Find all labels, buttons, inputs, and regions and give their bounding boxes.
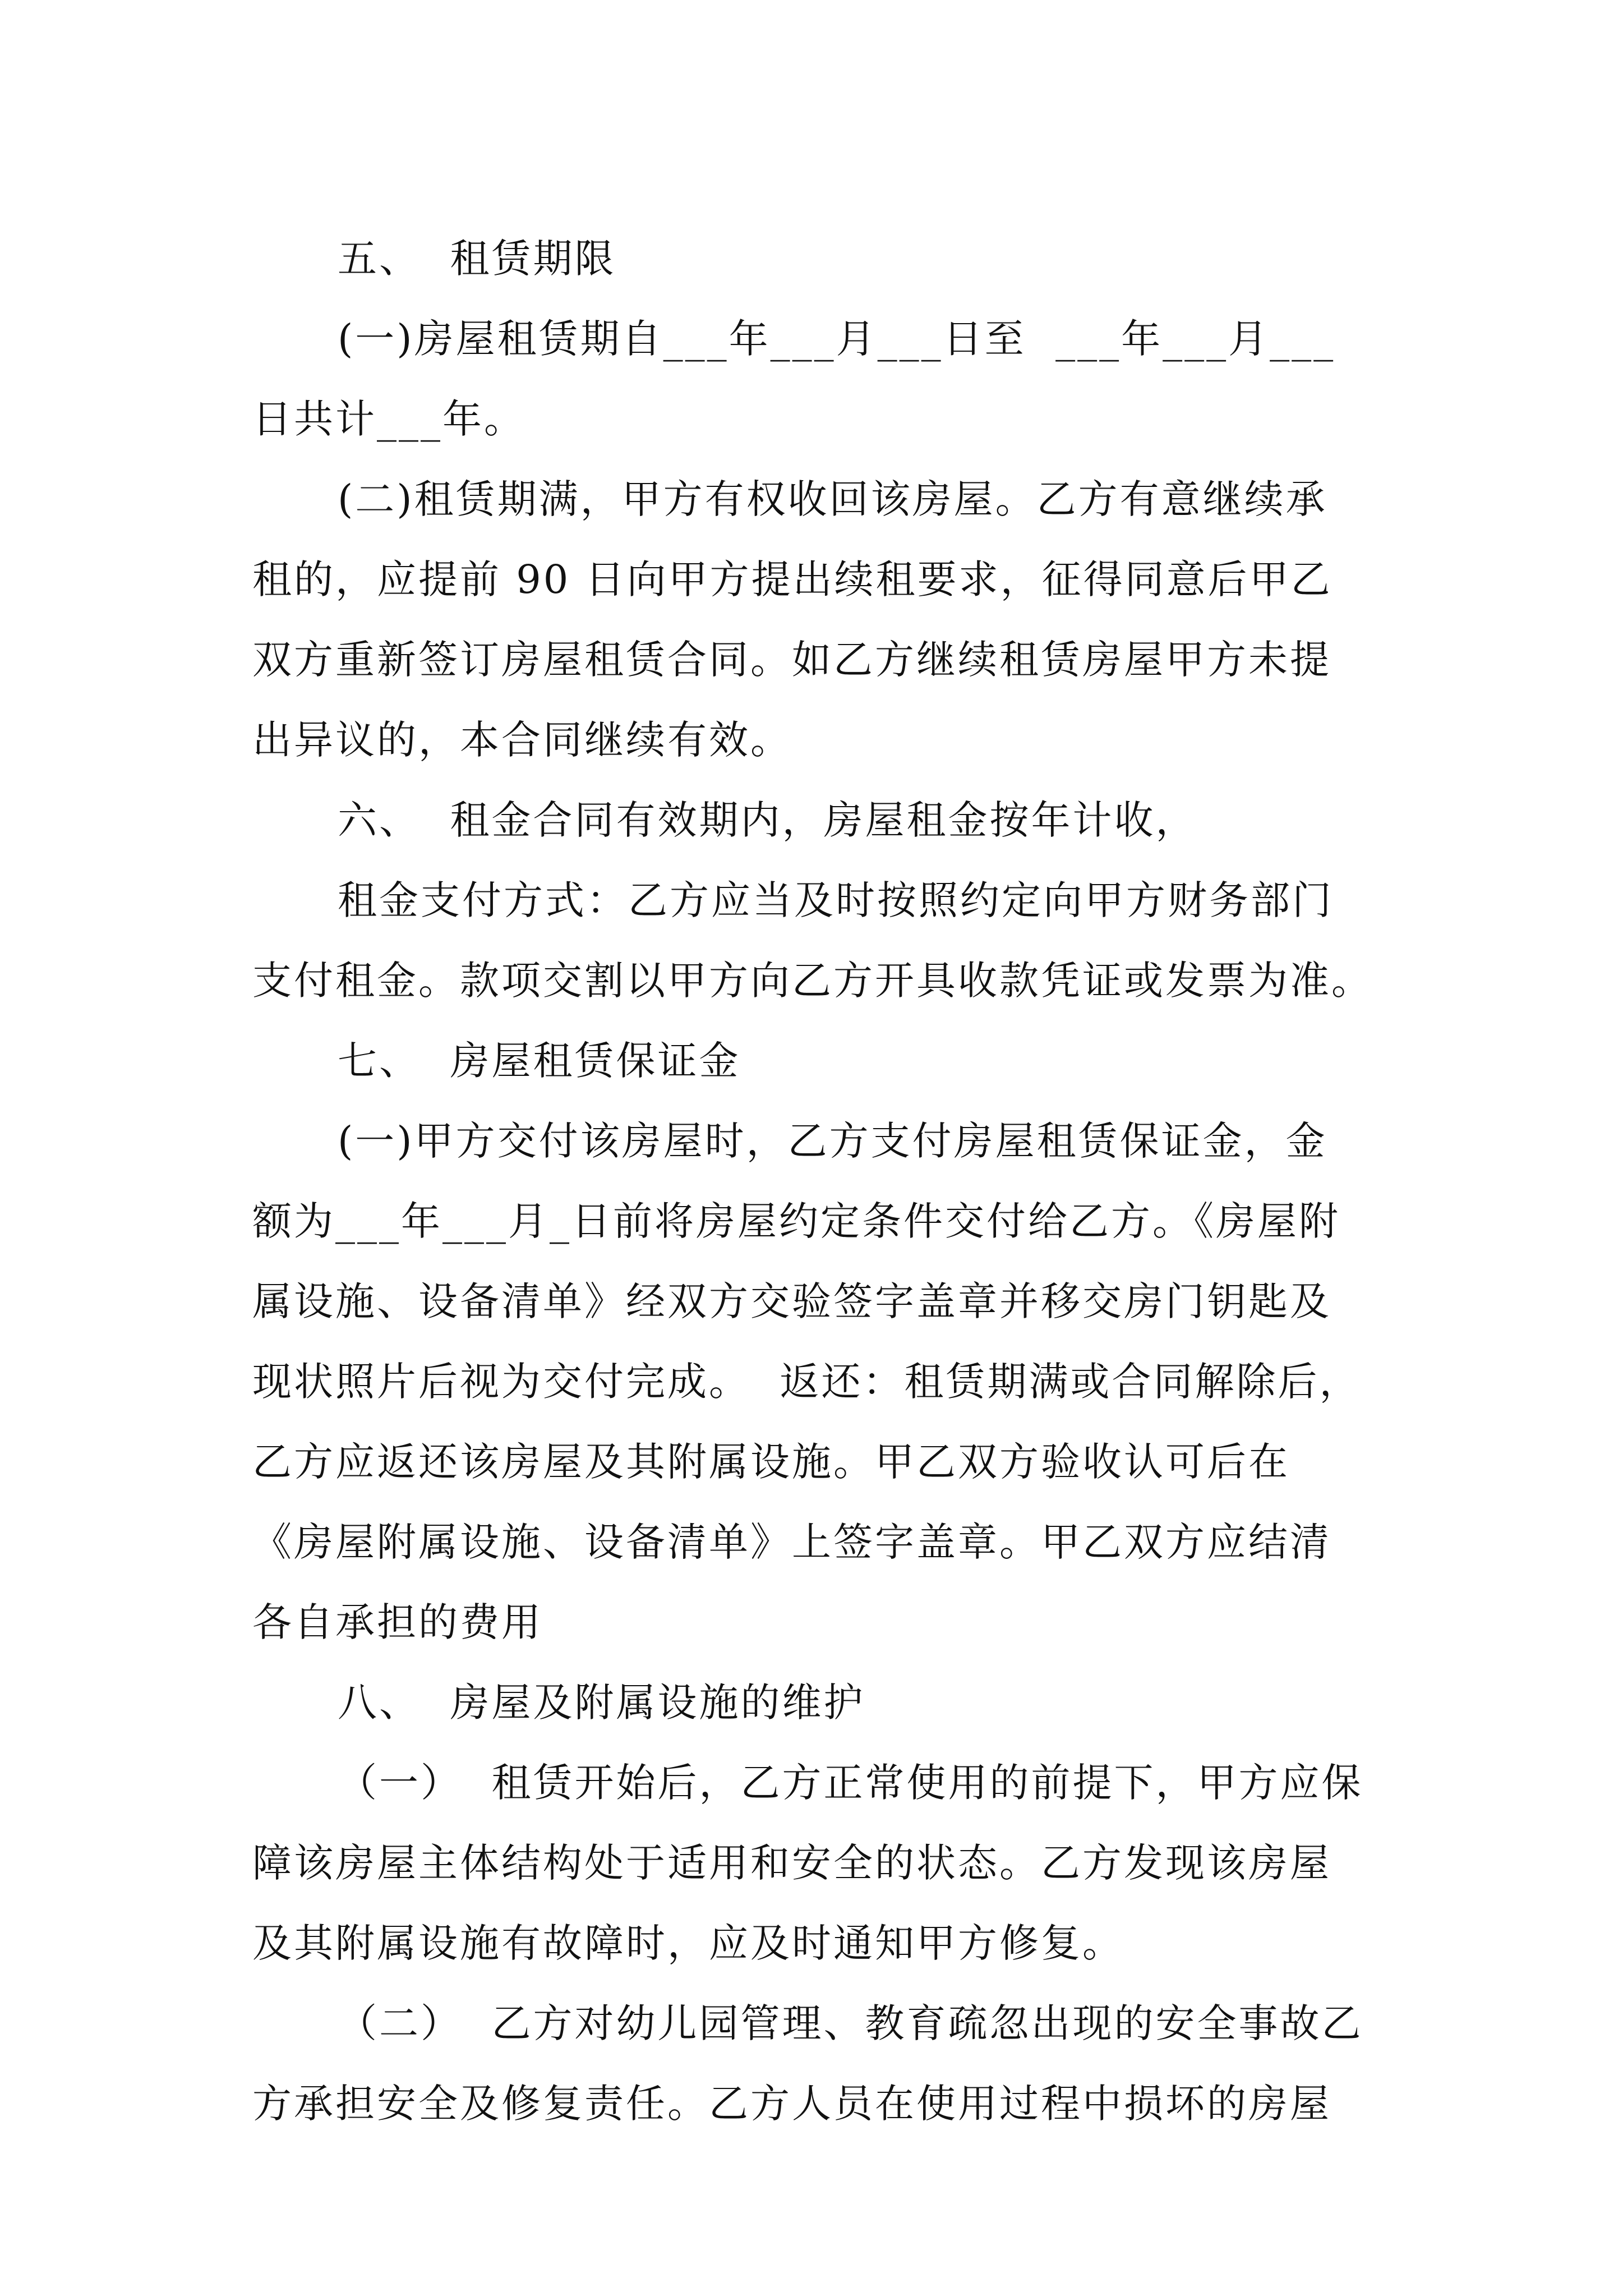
document-line: 日共计___年。 — [252, 396, 525, 442]
document-line: 租金支付方式：乙方应当及时按照约定向甲方财务部门 — [338, 877, 1334, 923]
document-line: 障该房屋主体结构处于适用和安全的状态。乙方发现该房屋 — [252, 1840, 1331, 1886]
contract-body-text — [252, 219, 1380, 2144]
document-line: （二） 乙方对幼儿园管理、教育疏忽出现的安全事故乙 — [338, 2000, 1363, 2046]
document-line: (一)房屋租赁期自___年___月___日至 ___年___月___ — [338, 316, 1336, 362]
document-line: 额为___年___月_日前将房屋约定条件交付给乙方。《房屋附 — [252, 1198, 1340, 1244]
document-line: 五、 租赁期限 — [338, 236, 616, 282]
document-line: 及其附属设施有故障时，应及时通知甲方修复。 — [252, 1920, 1124, 1966]
document-line: 租的，应提前 90 日向甲方提出续租要求，征得同意后甲乙 — [252, 556, 1332, 602]
document-line: 出异议的，本合同继续有效。 — [252, 717, 792, 763]
document-line: 方承担安全及修复责任。乙方人员在使用过程中损坏的房屋 — [252, 2081, 1331, 2127]
document-line: (二)租赁期满，甲方有权收回该房屋。乙方有意继续承 — [338, 476, 1327, 522]
document-line: 现状照片后视为交付完成。 返还：租赁期满或合同解除后， — [252, 1359, 1361, 1405]
document-line: 八、 房屋及附属设施的维护 — [338, 1680, 865, 1726]
document-line: 乙方应返还该房屋及其附属设施。甲乙双方验收认可后在 — [252, 1439, 1290, 1485]
document-line: 支付租金。款项交割以甲方向乙方开具收款凭证或发票为准。 — [252, 958, 1373, 1004]
document-line: （一） 租赁开始后，乙方正常使用的前提下，甲方应保 — [338, 1760, 1363, 1806]
document-line: 七、 房屋租赁保证金 — [338, 1038, 741, 1084]
document-line: (一)甲方交付该房屋时，乙方支付房屋租赁保证金，金 — [338, 1118, 1327, 1164]
document-line: 各自承担的费用 — [252, 1599, 543, 1645]
document-line: 《房屋附属设施、设备清单》上签字盖章。甲乙双方应结清 — [252, 1519, 1331, 1565]
document-line: 六、 租金合同有效期内，房屋租金按年计收， — [338, 797, 1197, 843]
document-line: 双方重新签订房屋租赁合同。如乙方继续租赁房屋甲方未提 — [252, 637, 1331, 683]
document-line: 属设施、设备清单》经双方交验签字盖章并移交房门钥匙及 — [252, 1278, 1331, 1324]
